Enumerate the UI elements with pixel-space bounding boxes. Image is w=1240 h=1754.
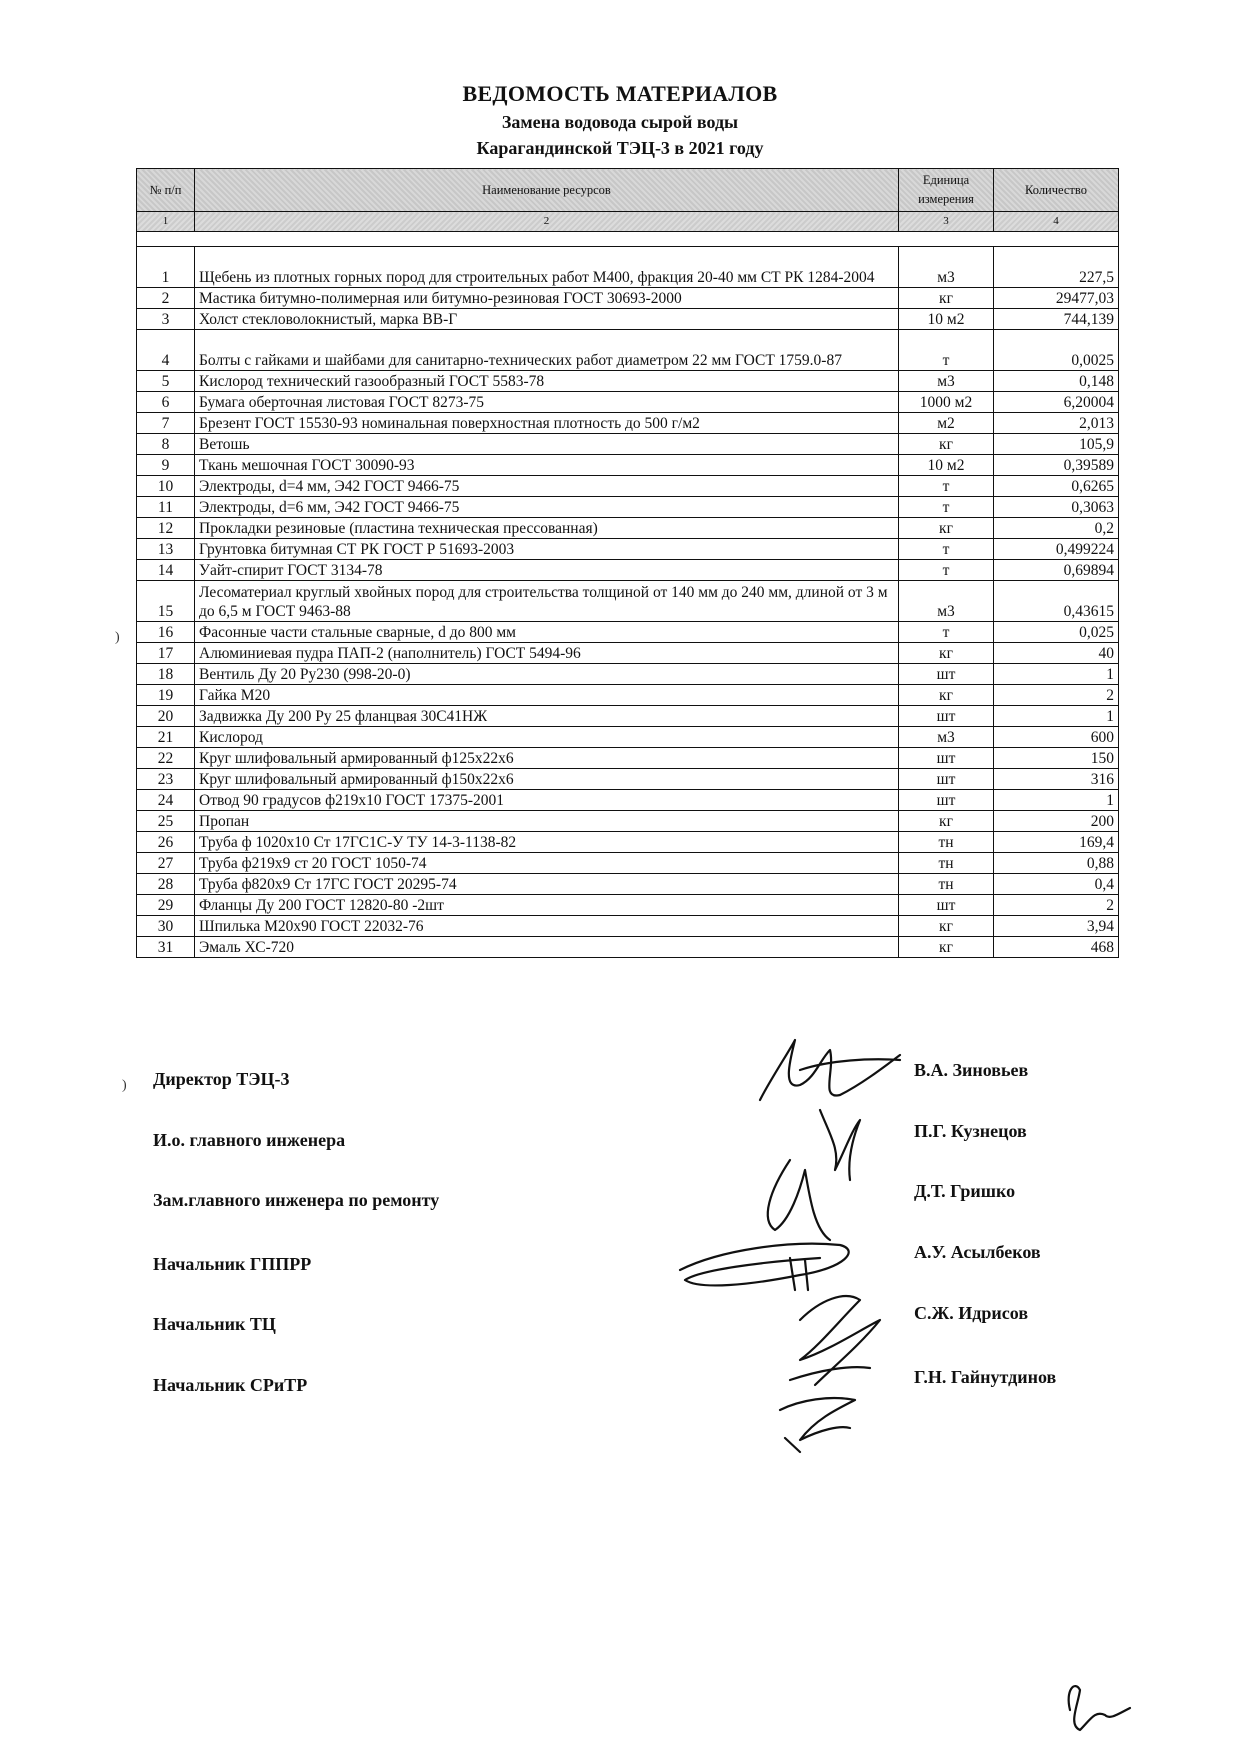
row-unit: шт xyxy=(899,748,994,769)
row-unit: т xyxy=(899,539,994,560)
row-name: Фасонные части стальные сварные, d до 800 мм xyxy=(195,622,899,643)
row-name: Кислород xyxy=(195,727,899,748)
table-row xyxy=(137,874,1119,895)
row-name: Электроды, d=4 мм, Э42 ГОСТ 9466-75 xyxy=(195,476,899,497)
table-row xyxy=(137,727,1119,748)
signatory-position: Начальник ГППРР xyxy=(153,1254,312,1274)
table-column-numbers-row xyxy=(137,212,1119,232)
row-number: 4 xyxy=(137,330,195,371)
table-row xyxy=(137,853,1119,874)
signatory-position: Начальник СРиТР xyxy=(153,1375,308,1395)
row-unit: шт xyxy=(899,706,994,727)
signature-zinoviev xyxy=(760,1040,900,1100)
row-number: 10 xyxy=(137,476,195,497)
table-row xyxy=(137,455,1119,476)
row-name: Алюминиевая пудра ПАП-2 (наполнитель) ГОСТ 5494-96 xyxy=(195,643,899,664)
signatory-name: П.Г. Кузнецов xyxy=(914,1121,1027,1141)
table-row xyxy=(137,643,1119,664)
row-number: 13 xyxy=(137,539,195,560)
table-row xyxy=(137,497,1119,518)
row-quantity: 2,013 xyxy=(994,413,1119,434)
row-number: 17 xyxy=(137,643,195,664)
row-quantity: 744,139 xyxy=(994,309,1119,330)
row-unit: кг xyxy=(899,288,994,309)
row-number: 2 xyxy=(137,288,195,309)
row-name: Бумага оберточная листовая ГОСТ 8273-75 xyxy=(195,392,899,413)
column-number: 3 xyxy=(899,212,994,232)
row-unit: тн xyxy=(899,853,994,874)
row-quantity: 169,4 xyxy=(994,832,1119,853)
row-number: 7 xyxy=(137,413,195,434)
row-name: Пропан xyxy=(195,811,899,832)
document-header xyxy=(0,80,1240,160)
row-number: 9 xyxy=(137,455,195,476)
row-unit: тн xyxy=(899,874,994,895)
table-row xyxy=(137,769,1119,790)
table-row xyxy=(137,371,1119,392)
row-unit: кг xyxy=(899,916,994,937)
row-unit: шт xyxy=(899,769,994,790)
row-number: 21 xyxy=(137,727,195,748)
row-number: 6 xyxy=(137,392,195,413)
row-number: 11 xyxy=(137,497,195,518)
row-quantity: 150 xyxy=(994,748,1119,769)
row-number: 27 xyxy=(137,853,195,874)
table-row xyxy=(137,622,1119,643)
table-row xyxy=(137,434,1119,455)
row-number: 28 xyxy=(137,874,195,895)
row-name: Круг шлифовальный армированный ф125х22х6 xyxy=(195,748,899,769)
row-number: 23 xyxy=(137,769,195,790)
table-row xyxy=(137,392,1119,413)
column-number: 2 xyxy=(195,212,899,232)
row-name: Ткань мешочная ГОСТ 30090-93 xyxy=(195,455,899,476)
row-quantity: 0,499224 xyxy=(994,539,1119,560)
table-row xyxy=(137,664,1119,685)
row-name: Кислород технический газообразный ГОСТ 5583-78 xyxy=(195,371,899,392)
row-number: 30 xyxy=(137,916,195,937)
row-number: 12 xyxy=(137,518,195,539)
row-unit: т xyxy=(899,560,994,581)
row-quantity: 200 xyxy=(994,811,1119,832)
row-name: Круг шлифовальный армированный ф150х22х6 xyxy=(195,769,899,790)
row-name: Уайт-спирит ГОСТ 3134-78 xyxy=(195,560,899,581)
document-subtitle-line2: Карагандинской ТЭЦ-3 в 2021 году xyxy=(476,138,764,158)
row-number: 3 xyxy=(137,309,195,330)
table-row xyxy=(137,832,1119,853)
row-name: Лесоматериал круглый хвойных пород для строительства толщиной от 140 мм до 240 мм, длиной от 3 м до 6,5 м ГОСТ 9463-88 xyxy=(195,581,899,622)
row-quantity: 2 xyxy=(994,685,1119,706)
row-name: Брезент ГОСТ 15530-93 номинальная поверхностная плотность до 500 г/м2 xyxy=(195,413,899,434)
row-quantity: 3,94 xyxy=(994,916,1119,937)
table-row xyxy=(137,706,1119,727)
table-body xyxy=(137,232,1119,958)
row-quantity: 0,6265 xyxy=(994,476,1119,497)
row-number: 26 xyxy=(137,832,195,853)
row-quantity: 1 xyxy=(994,664,1119,685)
header-qty: Количество xyxy=(994,169,1119,212)
row-unit: т xyxy=(899,497,994,518)
table-row xyxy=(137,895,1119,916)
row-quantity: 0,43615 xyxy=(994,581,1119,622)
table-row xyxy=(137,539,1119,560)
row-unit: кг xyxy=(899,643,994,664)
row-unit: кг xyxy=(899,937,994,958)
page-initials-mark xyxy=(1069,1686,1130,1730)
row-unit: тн xyxy=(899,832,994,853)
table-row xyxy=(137,811,1119,832)
row-name: Шпилька М20х90 ГОСТ 22032-76 xyxy=(195,916,899,937)
row-name: Фланцы Ду 200 ГОСТ 12820-80 -2шт xyxy=(195,895,899,916)
table-row xyxy=(137,247,1119,288)
row-quantity: 1 xyxy=(994,706,1119,727)
signatory-position: Зам.главного инженера по ремонту xyxy=(153,1190,440,1210)
row-quantity: 227,5 xyxy=(994,247,1119,288)
row-quantity: 0,88 xyxy=(994,853,1119,874)
row-unit: м2 xyxy=(899,413,994,434)
row-name: Труба ф219х9 ст 20 ГОСТ 1050-74 xyxy=(195,853,899,874)
row-unit: кг xyxy=(899,518,994,539)
row-quantity: 0,3063 xyxy=(994,497,1119,518)
header-unit: Единица измерения xyxy=(899,169,994,212)
row-number: 22 xyxy=(137,748,195,769)
row-quantity: 0,2 xyxy=(994,518,1119,539)
row-unit: м3 xyxy=(899,581,994,622)
row-number: 18 xyxy=(137,664,195,685)
table-spacer-row xyxy=(137,232,1119,247)
signatory-name: Д.Т. Гришко xyxy=(914,1181,1016,1201)
row-unit: шт xyxy=(899,790,994,811)
row-unit: м3 xyxy=(899,727,994,748)
row-name: Мастика битумно-полимерная или битумно-резиновая ГОСТ 30693-2000 xyxy=(195,288,899,309)
row-number: 24 xyxy=(137,790,195,811)
table-row xyxy=(137,748,1119,769)
table-row xyxy=(137,790,1119,811)
row-unit: кг xyxy=(899,434,994,455)
row-unit: м3 xyxy=(899,247,994,288)
row-number: 15 xyxy=(137,581,195,622)
row-quantity: 0,025 xyxy=(994,622,1119,643)
table-header-row xyxy=(137,169,1119,212)
row-name: Эмаль ХС-720 xyxy=(195,937,899,958)
row-name: Холст стекловолокнистый, марка ВВ-Г xyxy=(195,309,899,330)
table-row xyxy=(137,413,1119,434)
signature-kuznetsov xyxy=(820,1110,860,1180)
row-number: 1 xyxy=(137,247,195,288)
row-name: Вентиль Ду 20 Ру230 (998-20-0) xyxy=(195,664,899,685)
row-name: Труба ф820х9 Ст 17ГС ГОСТ 20295-74 xyxy=(195,874,899,895)
row-unit: 10 м2 xyxy=(899,455,994,476)
document-title: ВЕДОМОСТЬ МАТЕРИАЛОВ xyxy=(462,81,778,106)
row-quantity: 105,9 xyxy=(994,434,1119,455)
row-name: Грунтовка битумная СТ РК ГОСТ Р 51693-2003 xyxy=(195,539,899,560)
table-row xyxy=(137,937,1119,958)
signatory-name: Г.Н. Гайнутдинов xyxy=(914,1367,1057,1387)
row-unit: кг xyxy=(899,811,994,832)
signature-asylbekov xyxy=(680,1244,849,1290)
row-unit: м3 xyxy=(899,371,994,392)
signatory-position: Директор ТЭЦ-3 xyxy=(153,1069,290,1089)
row-quantity: 40 xyxy=(994,643,1119,664)
margin-mark: ) xyxy=(122,1078,127,1093)
row-quantity: 2 xyxy=(994,895,1119,916)
row-quantity: 316 xyxy=(994,769,1119,790)
row-name: Ветошь xyxy=(195,434,899,455)
document-subtitle-line1: Замена водовода сырой воды xyxy=(501,112,739,132)
row-number: 5 xyxy=(137,371,195,392)
row-name: Труба ф 1020х10 Ст 17ГС1С-У ТУ 14-3-1138-82 xyxy=(195,832,899,853)
table-row xyxy=(137,685,1119,706)
signatory-name: В.А. Зиновьев xyxy=(914,1060,1029,1080)
row-unit: кг xyxy=(899,685,994,706)
row-unit: т xyxy=(899,330,994,371)
header-name: Наименование ресурсов xyxy=(195,169,899,212)
row-unit: шт xyxy=(899,895,994,916)
row-quantity: 0,148 xyxy=(994,371,1119,392)
row-number: 19 xyxy=(137,685,195,706)
row-quantity: 0,69894 xyxy=(994,560,1119,581)
row-number: 16 xyxy=(137,622,195,643)
table-row xyxy=(137,309,1119,330)
row-unit: т xyxy=(899,622,994,643)
row-quantity: 0,0025 xyxy=(994,330,1119,371)
row-name: Отвод 90 градусов ф219х10 ГОСТ 17375-2001 xyxy=(195,790,899,811)
row-number: 20 xyxy=(137,706,195,727)
row-unit: 1000 м2 xyxy=(899,392,994,413)
row-quantity: 600 xyxy=(994,727,1119,748)
spacer-cell xyxy=(137,232,1119,247)
table-row xyxy=(137,518,1119,539)
row-name: Задвижка Ду 200 Ру 25 фланцвая 30С41НЖ xyxy=(195,706,899,727)
row-quantity: 1 xyxy=(994,790,1119,811)
table-row xyxy=(137,581,1119,622)
row-quantity: 468 xyxy=(994,937,1119,958)
signature-idrisov xyxy=(790,1296,880,1385)
row-name: Прокладки резиновые (пластина техническая прессованная) xyxy=(195,518,899,539)
signatory-name: А.У. Асылбеков xyxy=(914,1242,1041,1262)
row-name: Болты с гайками и шайбами для санитарно-технических работ диаметром 22 мм ГОСТ 1759.0-87 xyxy=(195,330,899,371)
row-quantity: 0,4 xyxy=(994,874,1119,895)
row-number: 25 xyxy=(137,811,195,832)
signatory-position: И.о. главного инженера xyxy=(153,1130,346,1150)
signatory-position: Начальник ТЦ xyxy=(153,1314,276,1334)
row-quantity: 6,20004 xyxy=(994,392,1119,413)
row-number: 14 xyxy=(137,560,195,581)
column-number: 4 xyxy=(994,212,1119,232)
row-unit: шт xyxy=(899,664,994,685)
signature-grishko xyxy=(768,1160,830,1240)
row-name: Гайка М20 xyxy=(195,685,899,706)
row-quantity: 29477,03 xyxy=(994,288,1119,309)
row-number: 29 xyxy=(137,895,195,916)
row-unit: т xyxy=(899,476,994,497)
signature-gainutdinov xyxy=(780,1398,855,1452)
row-number: 31 xyxy=(137,937,195,958)
row-name: Электроды, d=6 мм, Э42 ГОСТ 9466-75 xyxy=(195,497,899,518)
header-num: № п/п xyxy=(137,169,195,212)
table-row xyxy=(137,476,1119,497)
table-row xyxy=(137,288,1119,309)
row-unit: 10 м2 xyxy=(899,309,994,330)
row-name: Щебень из плотных горных пород для строительных работ М400, фракция 20-40 мм СТ РК 1284-2004 xyxy=(195,247,899,288)
materials-table xyxy=(136,168,1119,958)
table-row xyxy=(137,916,1119,937)
table-row xyxy=(137,330,1119,371)
row-number: 8 xyxy=(137,434,195,455)
margin-mark: ) xyxy=(115,630,120,645)
table-row xyxy=(137,560,1119,581)
column-number: 1 xyxy=(137,212,195,232)
row-quantity: 0,39589 xyxy=(994,455,1119,476)
signatory-name: С.Ж. Идрисов xyxy=(914,1303,1029,1323)
